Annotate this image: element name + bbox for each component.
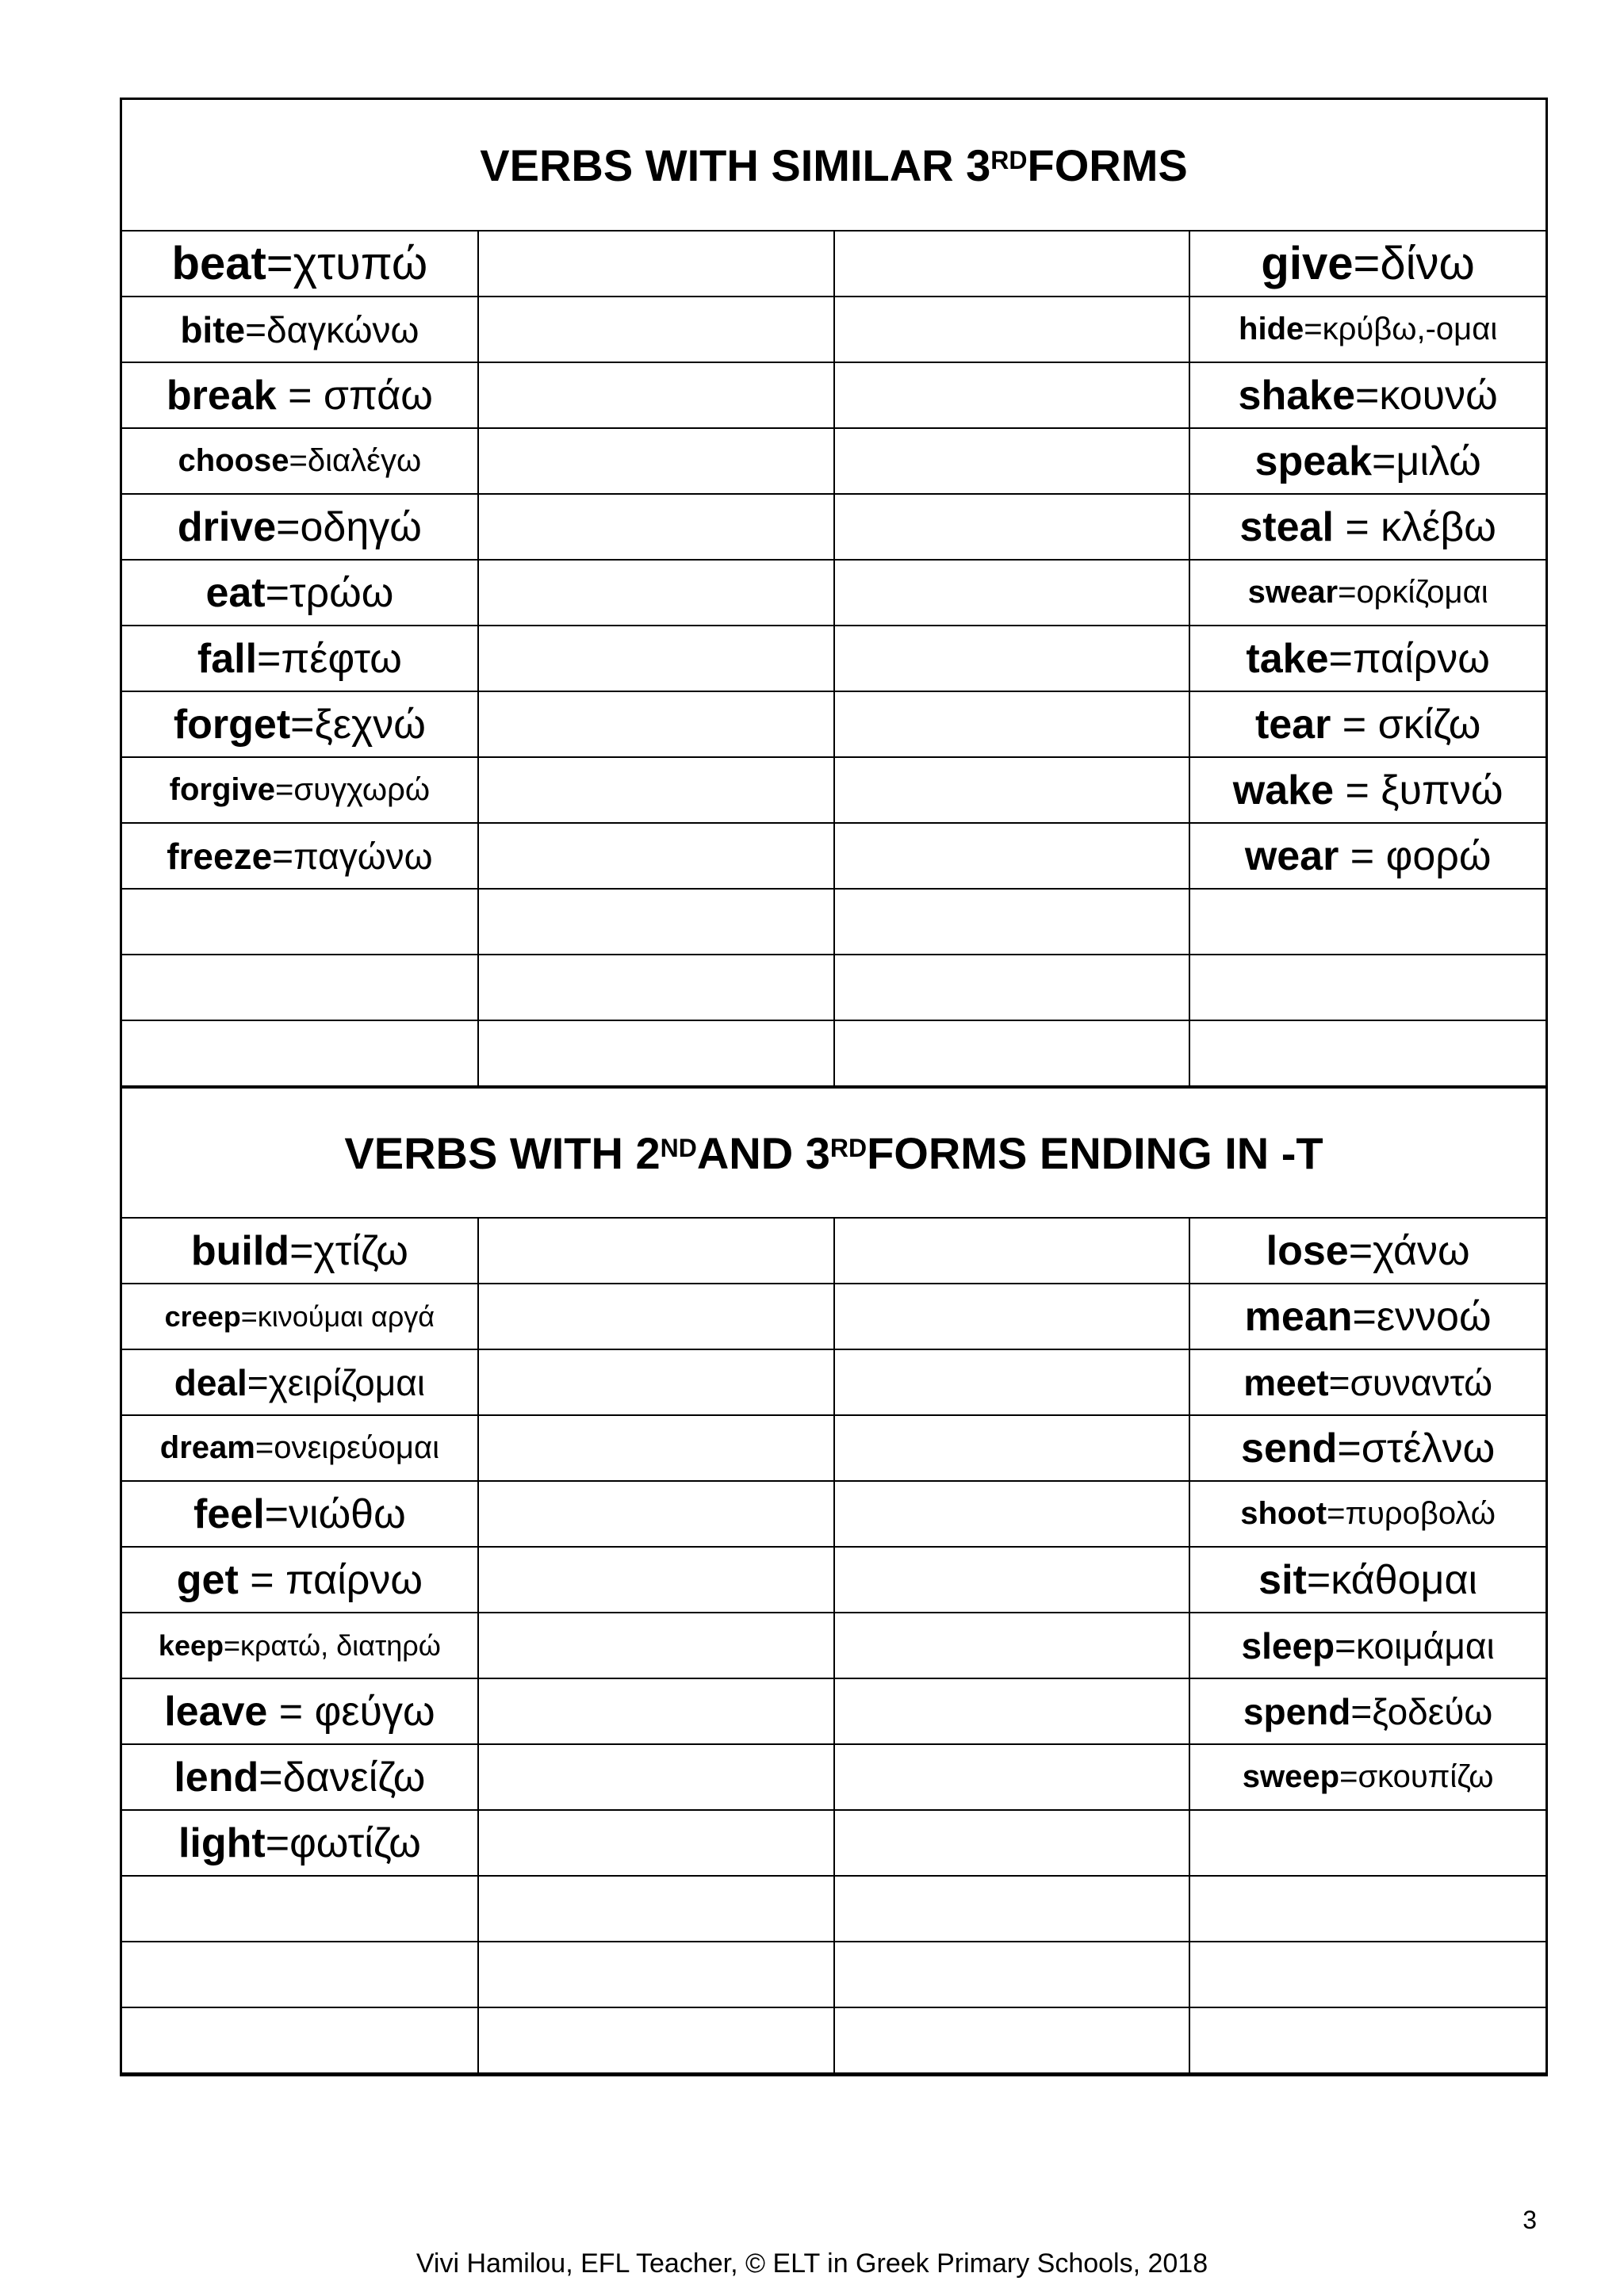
section2-title-text-end: FORMS ENDING IN -T	[867, 1127, 1323, 1178]
table-row	[122, 1349, 1545, 1415]
blank-cell[interactable]	[834, 560, 1190, 626]
blank-cell[interactable]	[1189, 955, 1545, 1020]
verb-cell: spend=ξοδεύω	[1189, 1678, 1545, 1744]
section2-title	[122, 1087, 1545, 1219]
blank-cell[interactable]	[1189, 1942, 1545, 2007]
section2-title-sup-nd: ND	[660, 1133, 697, 1162]
section2-title-text-mid: AND 3	[696, 1127, 830, 1178]
verb-cell: freeze=παγώνω	[122, 823, 478, 889]
verb-cell: give=δίνω	[1189, 232, 1545, 297]
table-row	[122, 1547, 1545, 1613]
verb-cell: wake = ξυπνώ	[1189, 757, 1545, 823]
table-row	[122, 1219, 1545, 1284]
blank-cell[interactable]	[478, 2007, 834, 2073]
verb-cell: dream=ονειρεύομαι	[122, 1415, 478, 1481]
blank-cell[interactable]	[834, 1284, 1190, 1349]
verb-cell: take=παίρνω	[1189, 626, 1545, 691]
table-row	[122, 560, 1545, 626]
table-row	[122, 757, 1545, 823]
blank-cell[interactable]	[834, 1020, 1190, 1086]
section1-title-text: VERBS WITH SIMILAR 3	[480, 140, 991, 190]
empty-row	[122, 1020, 1545, 1086]
verb-cell: drive=οδηγώ	[122, 494, 478, 560]
table-row	[122, 1810, 1545, 1876]
blank-cell[interactable]	[478, 955, 834, 1020]
blank-cell[interactable]	[478, 1942, 834, 2007]
blank-cell[interactable]	[478, 1020, 834, 1086]
section2-title-sup-rd: RD	[829, 1133, 868, 1162]
blank-cell[interactable]	[478, 1284, 834, 1349]
blank-cell[interactable]	[834, 2007, 1190, 2073]
verb-cell: sweep=σκουπίζω	[1189, 1744, 1545, 1810]
blank-cell[interactable]	[834, 757, 1190, 823]
verb-cell: forget=ξεχνώ	[122, 691, 478, 757]
blank-cell[interactable]	[122, 889, 478, 955]
verb-cell: creep=κινούμαι αργά	[122, 1284, 478, 1349]
verb-cell: send=στέλνω	[1189, 1415, 1545, 1481]
blank-cell[interactable]	[834, 889, 1190, 955]
verb-cell: lose=χάνω	[1189, 1219, 1545, 1284]
verb-cell: deal=χειρίζομαι	[122, 1349, 478, 1415]
blank-cell[interactable]	[1189, 2007, 1545, 2073]
blank-cell[interactable]	[834, 494, 1190, 560]
section1-title-text-end: FORMS	[1027, 140, 1188, 190]
blank-cell[interactable]	[478, 494, 834, 560]
blank-cell[interactable]	[834, 428, 1190, 494]
verb-cell: leave = φεύγω	[122, 1678, 478, 1744]
blank-cell[interactable]	[834, 1942, 1190, 2007]
verb-cell: get = παίρνω	[122, 1547, 478, 1613]
empty-row	[122, 955, 1545, 1020]
verb-cell: beat=χτυπώ	[122, 232, 478, 297]
section1-table	[122, 232, 1545, 1087]
blank-cell[interactable]	[834, 691, 1190, 757]
blank-cell[interactable]	[834, 1744, 1190, 1810]
verb-cell: feel=νιώθω	[122, 1481, 478, 1547]
page-number: 3	[1522, 2206, 1537, 2234]
blank-cell[interactable]	[834, 362, 1190, 428]
blank-cell[interactable]	[478, 428, 834, 494]
table-row	[122, 1284, 1545, 1349]
table-row	[122, 494, 1545, 560]
verb-cell: speak=μιλώ	[1189, 428, 1545, 494]
verb-cell: bite=δαγκώνω	[122, 297, 478, 362]
blank-cell[interactable]	[478, 1547, 834, 1613]
blank-cell[interactable]	[834, 1678, 1190, 1744]
verb-cell: mean=εννοώ	[1189, 1284, 1545, 1349]
verb-cell	[1189, 1810, 1545, 1876]
verb-cell: shake=κουνώ	[1189, 362, 1545, 428]
empty-row	[122, 1876, 1545, 1942]
blank-cell[interactable]	[834, 1547, 1190, 1613]
section2-title-text: VERBS WITH 2	[344, 1127, 661, 1178]
section1-title	[122, 100, 1545, 232]
section1-title-sup: RD	[990, 145, 1028, 174]
verb-cell: fall=πέφτω	[122, 626, 478, 691]
table-row	[122, 691, 1545, 757]
table-row	[122, 428, 1545, 494]
verb-cell: shoot=πυροβολώ	[1189, 1481, 1545, 1547]
blank-cell[interactable]	[122, 2007, 478, 2073]
blank-cell[interactable]	[478, 1744, 834, 1810]
blank-cell[interactable]	[834, 1415, 1190, 1481]
verb-cell: break = σπάω	[122, 362, 478, 428]
blank-cell[interactable]	[122, 955, 478, 1020]
blank-cell[interactable]	[478, 232, 834, 297]
table-row	[122, 823, 1545, 889]
verb-cell: sit=κάθομαι	[1189, 1547, 1545, 1613]
blank-cell[interactable]	[834, 1876, 1190, 1942]
blank-cell[interactable]	[478, 823, 834, 889]
blank-cell[interactable]	[478, 1876, 834, 1942]
verb-cell: keep=κρατώ, διατηρώ	[122, 1613, 478, 1678]
empty-row	[122, 2007, 1545, 2073]
blank-cell[interactable]	[478, 1810, 834, 1876]
blank-cell[interactable]	[478, 1415, 834, 1481]
table-row	[122, 1481, 1545, 1547]
verb-cell: light=φωτίζω	[122, 1810, 478, 1876]
blank-cell[interactable]	[478, 297, 834, 362]
verb-cell: hide=κρύβω,-ομαι	[1189, 297, 1545, 362]
blank-cell[interactable]	[834, 1219, 1190, 1284]
table-row	[122, 1415, 1545, 1481]
blank-cell[interactable]	[478, 626, 834, 691]
verb-cell: choose=διαλέγω	[122, 428, 478, 494]
verb-cell: eat=τρώω	[122, 560, 478, 626]
footer-credit: Vivi Hamilou, EFL Teacher, © ELT in Greek Primary Schools, 2018	[416, 2248, 1208, 2279]
blank-cell[interactable]	[834, 823, 1190, 889]
blank-cell[interactable]	[834, 1349, 1190, 1415]
verb-cell: wear = φορώ	[1189, 823, 1545, 889]
blank-cell[interactable]	[834, 626, 1190, 691]
verb-cell: sleep=κοιμάμαι	[1189, 1613, 1545, 1678]
blank-cell[interactable]	[478, 560, 834, 626]
verb-cell: steal = κλέβω	[1189, 494, 1545, 560]
blank-cell[interactable]	[1189, 889, 1545, 955]
blank-cell[interactable]	[834, 1613, 1190, 1678]
table-row	[122, 362, 1545, 428]
verb-cell: lend=δανείζω	[122, 1744, 478, 1810]
blank-cell[interactable]	[478, 1613, 834, 1678]
table-row	[122, 1613, 1545, 1678]
table-row	[122, 297, 1545, 362]
table-row	[122, 1744, 1545, 1810]
blank-cell[interactable]	[122, 1942, 478, 2007]
blank-cell[interactable]	[1189, 1876, 1545, 1942]
blank-cell[interactable]	[1189, 1020, 1545, 1086]
table-row	[122, 232, 1545, 297]
blank-cell[interactable]	[834, 1810, 1190, 1876]
verb-cell: forgive=συγχωρώ	[122, 757, 478, 823]
blank-cell[interactable]	[478, 757, 834, 823]
verb-cell: swear=ορκίζομαι	[1189, 560, 1545, 626]
table-row	[122, 1678, 1545, 1744]
worksheet-frame	[120, 98, 1548, 2076]
verb-cell: meet=συναντώ	[1189, 1349, 1545, 1415]
blank-cell[interactable]	[834, 1481, 1190, 1547]
blank-cell[interactable]	[478, 1349, 834, 1415]
section2-table	[122, 1219, 1545, 2074]
empty-row	[122, 889, 1545, 955]
blank-cell[interactable]	[122, 1020, 478, 1086]
blank-cell[interactable]	[478, 1678, 834, 1744]
blank-cell[interactable]	[122, 1876, 478, 1942]
table-row	[122, 626, 1545, 691]
blank-cell[interactable]	[478, 691, 834, 757]
blank-cell[interactable]	[478, 362, 834, 428]
blank-cell[interactable]	[834, 232, 1190, 297]
empty-row	[122, 1942, 1545, 2007]
verb-cell: tear = σκίζω	[1189, 691, 1545, 757]
blank-cell[interactable]	[478, 889, 834, 955]
blank-cell[interactable]	[478, 1481, 834, 1547]
blank-cell[interactable]	[834, 955, 1190, 1020]
verb-cell: build=χτίζω	[122, 1219, 478, 1284]
blank-cell[interactable]	[478, 1219, 834, 1284]
blank-cell[interactable]	[834, 297, 1190, 362]
